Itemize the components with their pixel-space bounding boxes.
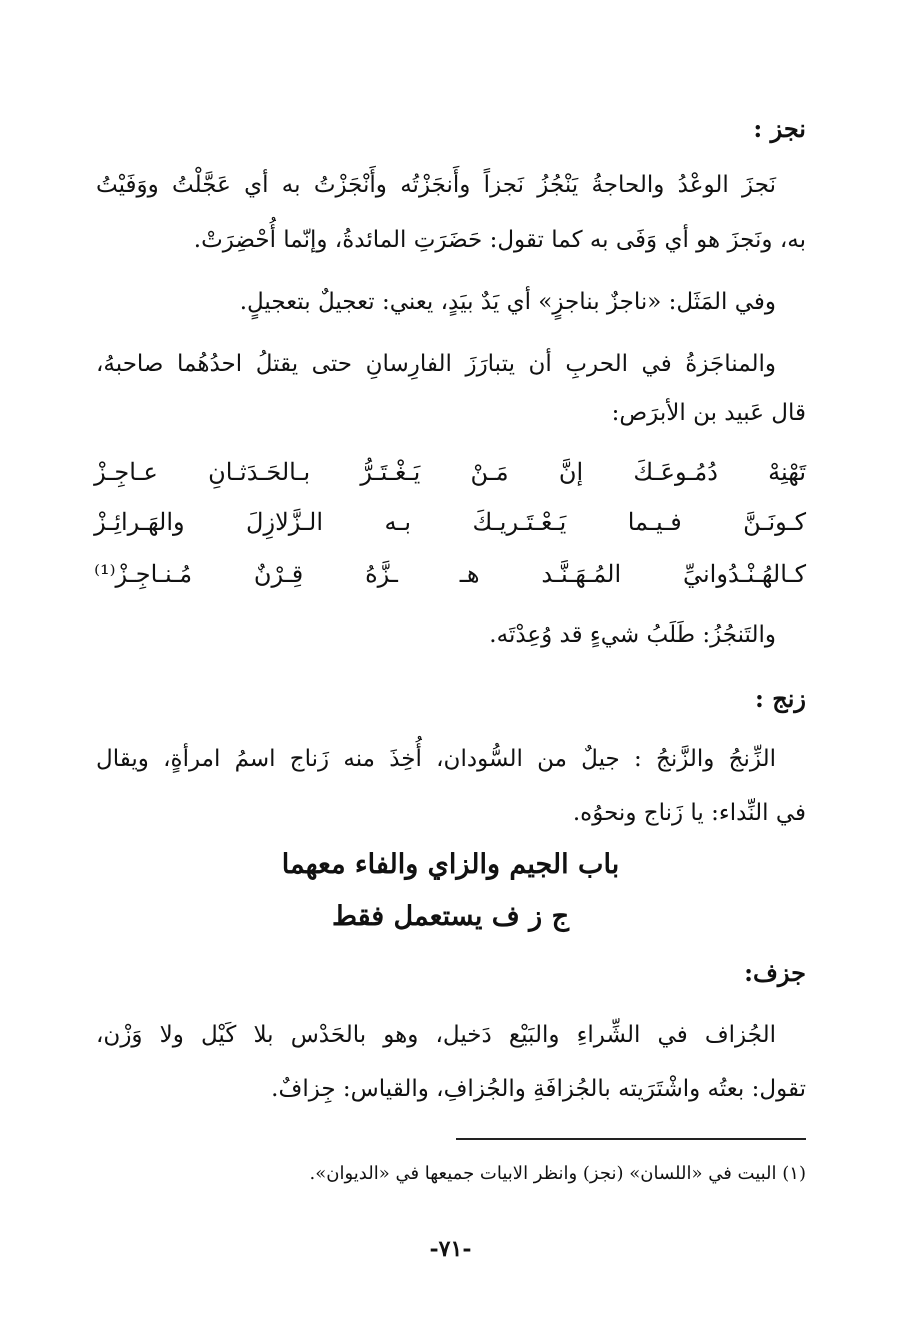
verse-word: بـه [384,508,412,536]
verse-line-1 [94,454,806,490]
verse-word: عـاجِـزْ [94,458,158,486]
entry-heading-jazf: جزف: [744,958,806,987]
verse-line-3 [94,556,806,592]
chapter-title: باب الجيم والزاي والفاء معهما [281,849,620,880]
najaz-paragraph-3-line-2: قال عَبيد بن الأبرَص: [611,400,806,426]
zanj-paragraph-1-line-1: الزِّنجُ والزَّنجُ : جيلٌ من السُّودان، أُخِذَ منه زَناج اسمُ امرأةٍ، ويقال [96,746,776,772]
najaz-paragraph-1-line-1: نَجزَ الوعْدُ والحاجةُ يَنْجُزُ نَجزاً وأَنجَزْتُه وأَنْجَزْتُ به أي عَجَّلْتُ ووَفَيْتُ [96,172,776,198]
verse-word: قِـرْنٌ [253,560,304,588]
verse-word: والهَـرائِـزْ [94,508,185,536]
verse-word: فـيـما [627,508,682,536]
zanj-paragraph-1-line-2: في النِّداء: يا زَناج ونحوُه. [572,800,806,826]
verse-word: كـالهُـنْـدُوانيِّ [683,560,806,588]
chapter-subtitle: ج ز ف يستعمل فقط [331,901,570,932]
verse-word: إنَّ [558,458,584,486]
verse-word: يَـعْـتَـريـكَ [472,508,567,536]
verse-word: ـزَّهُ [365,560,398,588]
verse-word: كـونَـنَّ [743,508,806,536]
verse-word: مَـنْ [470,458,509,486]
verse-word: هـ [459,560,480,588]
jazf-paragraph-1-line-2: تقول: بعتُه واشْتَرَيته بالجُزافَةِ والجُزافِ، والقياس: جِزافٌ. [271,1076,806,1102]
footnote: (١) البيت في «اللسان» (نجز) وانظر الابيات جميعها في «الديوان». [309,1163,806,1184]
jazf-paragraph-1-line-1: الجُزاف في الشِّراءِ والبَيْع دَخيل، وهو بالحَدْس بلا كَيْل ولا وَزْن، [96,1022,776,1048]
entry-heading-zanj: زنج : [755,684,806,713]
verse-word: تَهْنِهْ [768,458,806,486]
verse-word: الـزَّلازِلَ [246,508,324,536]
verse-word: دُمُـوعَـكَ [633,458,718,486]
verse-word: المُـهَـنَّـد [541,560,622,588]
verse-line-2 [94,504,806,540]
footnote-divider [456,1138,806,1140]
najaz-paragraph-1-line-2: به، ونَجزَ هو أي وَفَى به كما تقول: حَضَرَتِ المائدةُ، وإنّما أُحْضِرَتْ. [193,227,806,253]
verse-word: مُـنـاجِـزْ⁽¹⁾ [94,560,193,588]
verse-word: بـالحَـدَثـانِ [208,458,311,486]
najaz-paragraph-4-line-1: والتَنجُزُ: طَلَبُ شيءٍ قد وُعِدْتَه. [489,622,776,648]
page-number: -٧١- [429,1236,472,1262]
najaz-paragraph-2-line-1: وفي المَثَل: «ناجزٌ بناجزٍ» أي يَدٌ بيَدٍ، يعني: تعجيلٌ بتعجيلٍ. [239,289,776,315]
verse-word: يَـغْـتَـرُّ [360,458,421,486]
entry-heading-najaz: نجز : [753,114,806,143]
najaz-paragraph-3-line-1: والمناجَزةُ في الحربِ أن يتبارَزَ الفارِسانِ حتى يقتلُ احدُهُما صاحبهُ، [96,351,776,377]
